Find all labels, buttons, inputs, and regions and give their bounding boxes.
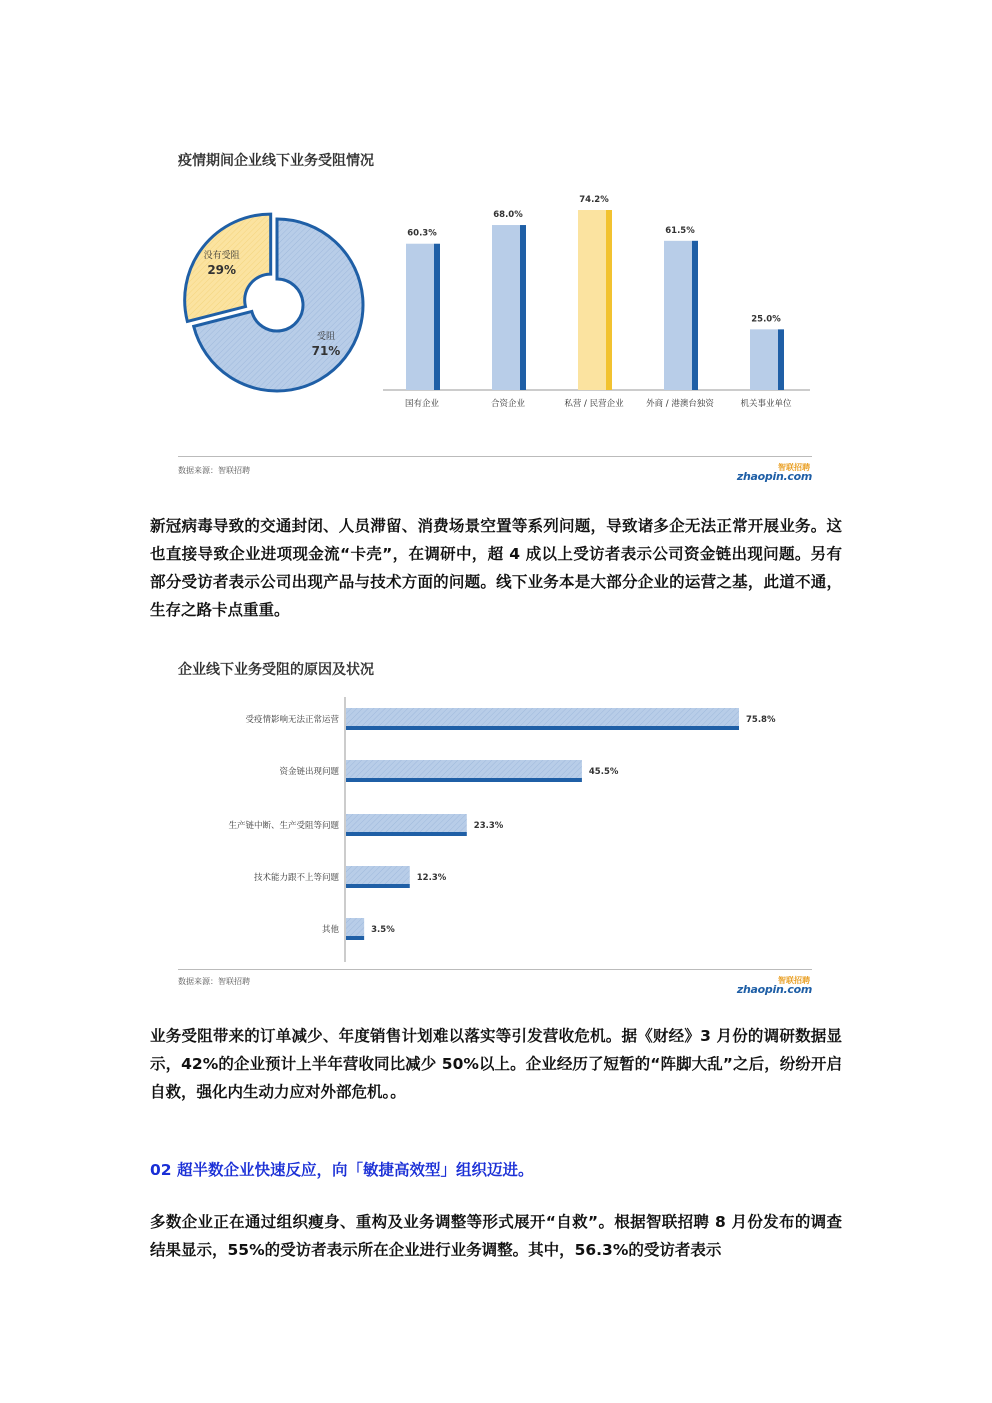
bar-4 <box>750 329 778 390</box>
donut-label-1: 没有受阻 <box>203 251 240 262</box>
hbar-value-label-0: 75.8% <box>746 715 776 725</box>
hbar-3 <box>346 866 410 884</box>
logo-en: zhaopin.com <box>736 983 812 996</box>
figure-offline-business-blocked <box>178 140 812 485</box>
figure2-source: 数据来源：智联招聘 <box>178 977 250 986</box>
donut-value-0: 71% <box>311 344 341 359</box>
figure1-title: 疫情期间企业线下业务受阻情况 <box>178 153 374 169</box>
bar-edge-2 <box>606 210 612 390</box>
bar-0 <box>406 244 434 390</box>
hbar-edge-3 <box>346 884 410 888</box>
hbar-value-label-1: 45.5% <box>588 767 619 777</box>
bar-value-label-3: 61.5% <box>665 225 695 236</box>
bar-category-label-3: 外商 / 港澳台独资 <box>646 399 714 409</box>
bar-edge-0 <box>434 244 440 390</box>
donut-value-1: 29% <box>207 263 237 278</box>
bar-value-label-4: 25.0% <box>751 314 781 325</box>
figure1-zhaopin-logo <box>736 462 812 484</box>
figure2-title: 企业线下业务受阻的原因及状况 <box>178 662 374 678</box>
figure2-divider <box>178 969 812 970</box>
hbar-value-label-2: 23.3% <box>473 821 504 831</box>
paragraph-1: 新冠病毒导致的交通封闭、人员滞留、消费场景空置等系列问题，导致诸多企无法正常开展业务。这也直接导致企业进项现金流“卡壳”，在调研中，超 4 成以上受访者表示公司资金链出现问题。另有部分受访者表示公司出现产品与技术方面的问题。线下业务本是大部分企业的运营之基，此道不通，生存之路卡点重重。 <box>150 517 842 619</box>
bar-value-label-2: 74.2% <box>579 195 609 205</box>
bar-1 <box>492 225 520 390</box>
logo-cn: 智联招聘 <box>778 463 810 472</box>
section-heading: 02 超半数企业快速反应，向「敏捷高效型」组织迈进。 <box>150 1161 534 1179</box>
bar-edge-1 <box>520 225 526 390</box>
figure-blocked-reasons <box>178 655 812 1000</box>
bar-2 <box>578 210 606 390</box>
hbar-category-label-4: 其他 <box>321 925 339 935</box>
logo-en: zhaopin.com <box>736 470 812 483</box>
donut-label-0: 受阻 <box>316 332 335 343</box>
figure2-zhaopin-logo <box>736 975 812 997</box>
bar-category-label-4: 机关事业单位 <box>740 399 792 409</box>
bar-edge-4 <box>778 329 784 390</box>
bar-value-label-1: 68.0% <box>493 210 523 221</box>
paragraph-3: 多数企业正在通过组织瘦身、重构及业务调整等形式展开“自救”。根据智联招聘 8 月份发布的调查结果显示，55%的受访者表示所在企业进行业务调整。其中，56.3%的受访者表示 <box>150 1213 842 1259</box>
figure1-source: 数据来源：智联招聘 <box>178 466 250 475</box>
hbar-category-label-1: 资金链出现问题 <box>279 767 339 777</box>
hbar-category-label-3: 技术能力跟不上等问题 <box>253 873 339 883</box>
bar-edge-3 <box>692 241 698 390</box>
paragraph-2: 业务受阻带来的订单减少、年度销售计划难以落实等引发营收危机。据《财经》3 月份的调研数据显示，42%的企业预计上半年营收同比减少 50%以上。企业经历了短暂的“阵脚大乱”之后，纷纷开启自救，强化内生动力应对外部危机。。 <box>150 1027 842 1101</box>
bar-3 <box>664 241 692 390</box>
figure2-chart <box>178 655 812 965</box>
hbar-edge-4 <box>346 936 364 940</box>
figure1-divider <box>178 456 812 457</box>
hbar-category-label-2: 生产链中断、生产受阻等问题 <box>228 821 339 831</box>
logo-cn: 智联招聘 <box>778 976 810 985</box>
hbar-value-label-4: 3.5% <box>371 925 395 935</box>
bar-category-label-1: 合资企业 <box>490 399 526 409</box>
bar-value-label-0: 60.3% <box>407 228 437 239</box>
hbar-4 <box>346 918 364 936</box>
bar-category-label-2: 私营 / 民营企业 <box>564 399 624 409</box>
figure1-chart <box>178 140 812 440</box>
hbar-2 <box>346 814 467 832</box>
hbar-edge-1 <box>346 778 582 782</box>
hbar-category-label-0: 受疫情影响无法正常运营 <box>245 715 339 725</box>
hbar-value-label-3: 12.3% <box>416 873 447 883</box>
bar-category-label-0: 国有企业 <box>404 399 440 409</box>
hbar-edge-2 <box>346 832 467 836</box>
hbar-0 <box>346 708 739 726</box>
hbar-1 <box>346 760 582 778</box>
hbar-edge-0 <box>346 726 739 730</box>
